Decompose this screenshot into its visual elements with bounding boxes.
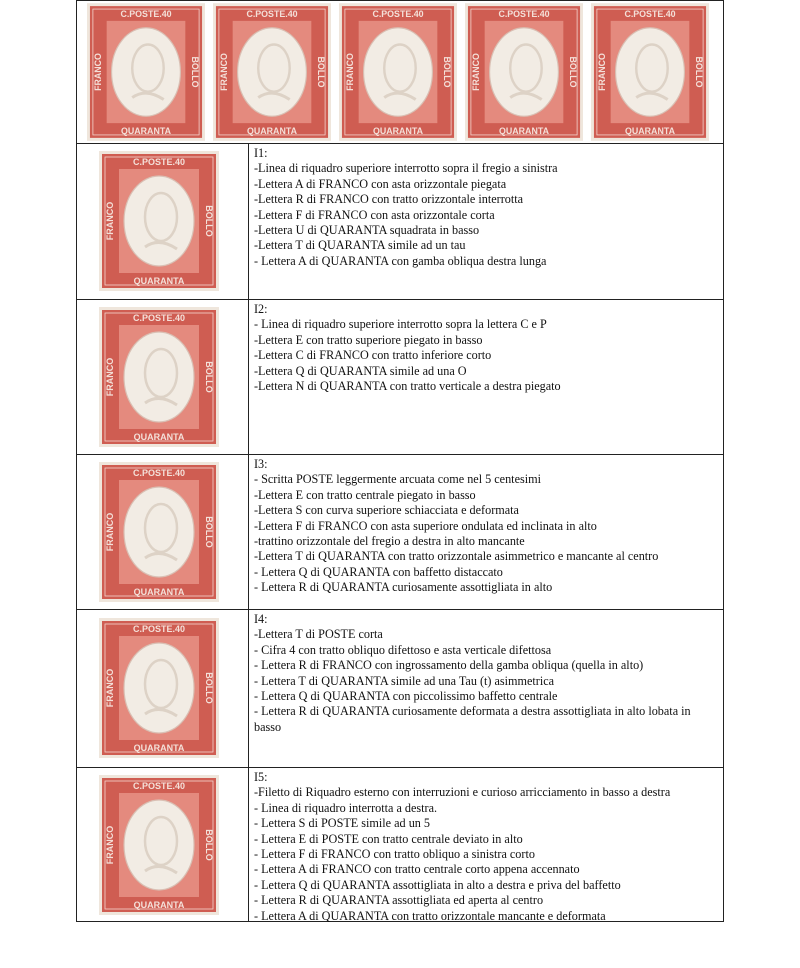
variety-line: - Lettera A di FRANCO con tratto centrale corto appena accennato [254, 862, 580, 877]
variety-line: -Lettera N di QUARANTA con tratto verticale a destra piegato [254, 379, 561, 394]
stamp-left-text: FRANCO [92, 53, 103, 91]
variety-line: - Cifra 4 con tratto obliquo difettoso e asta verticale difettosa [254, 642, 552, 657]
variety-line: - Scritta POSTE leggermente arcuata come nel 5 centesimi [254, 472, 541, 487]
variety-line: - Lettera A di QUARANTA con gamba obliqua destra lunga [254, 253, 547, 268]
variety-line: - Lettera R di QUARANTA curiosamente deformata a destra assottigliata in alto lobata in basso [254, 704, 691, 734]
variety-line: -Lettera E con tratto superiore piegato in basso [254, 332, 483, 347]
strip-stamp [339, 2, 457, 147]
variety-description [254, 770, 719, 924]
stamp-right-text: BOLLO [204, 205, 214, 237]
variety-line: - Lettera E di POSTE con tratto centrale deviato in alto [254, 831, 523, 846]
stamp-varieties-table [76, 0, 724, 922]
stamp-image-cell [77, 144, 249, 299]
variety-line: - Lettera S di POSTE simile ad un 5 [254, 816, 431, 831]
stamp-right-text: BOLLO [442, 56, 453, 88]
stamp-left-text: FRANCO [344, 53, 355, 91]
variety-line: -Filetto di Riquadro esterno con interruzioni e curioso arricciamento in basso a destra [254, 785, 671, 800]
stamp-top-text: C.POSTE.40 [120, 8, 172, 19]
variety-line: - Lettera Q di QUARANTA assottigliata in alto a destra e priva del baffetto [254, 877, 621, 892]
stamp-left-text: FRANCO [218, 53, 229, 91]
variety-line: -Lettera Q di QUARANTA simile ad una O [254, 363, 467, 378]
variety-label: I4: [254, 612, 268, 626]
stamp-image-cell [77, 300, 249, 454]
strip-stamp [465, 2, 583, 147]
variety-line: - Lettera Q di QUARANTA con baffetto distaccato [254, 564, 503, 579]
variety-line: -Lettera F di FRANCO con asta superiore ondulata ed inclinata in alto [254, 518, 597, 533]
stamp-image [99, 615, 219, 761]
stamp-top-text: C.POSTE.40 [132, 157, 186, 167]
variety-line: -Lettera U di QUARANTA squadrata in basso [254, 223, 480, 238]
variety-line: -trattino orizzontale del fregio a destra in alto mancante [254, 534, 525, 549]
variety-line: -Lettera S con curva superiore schiacciata e deformata [254, 503, 519, 518]
stamp-right-text: BOLLO [190, 56, 201, 88]
stamp-image [99, 148, 219, 294]
variety-line: - Lettera R di FRANCO con ingrossamento della gamba obliqua (quella in alto) [254, 658, 644, 673]
stamp-left-text: FRANCO [105, 357, 115, 397]
variety-line: - Lettera T di QUARANTA simile ad una Tau (t) asimmetrica [254, 673, 555, 688]
stamp-image-cell [77, 610, 249, 767]
stamp-top-text: C.POSTE.40 [132, 468, 186, 478]
variety-line: -Lettera R di FRANCO con tratto orizzontale interrotta [254, 192, 524, 207]
stamp-top-text: C.POSTE.40 [246, 8, 298, 19]
stamp-right-text: BOLLO [316, 56, 327, 88]
stamp-right-text: BOLLO [204, 672, 214, 704]
stamp-top-text: C.POSTE.40 [498, 8, 550, 19]
variety-description [254, 457, 719, 596]
stamp-right-text: BOLLO [204, 361, 214, 393]
stamp-bottom-text: QUARANTA [133, 587, 185, 597]
variety-label: I2: [254, 302, 268, 316]
variety-row-i4 [77, 610, 723, 768]
stamp-left-text: FRANCO [470, 53, 481, 91]
stamp-top-text: C.POSTE.40 [132, 781, 186, 791]
stamp-left-text: FRANCO [105, 668, 115, 708]
stamp-top-text: C.POSTE.40 [624, 8, 676, 19]
stamp-strip-of-five [77, 1, 723, 144]
variety-label: I1: [254, 146, 268, 160]
variety-line: -Lettera T di QUARANTA simile ad un tau [254, 238, 466, 253]
variety-row-i3 [77, 455, 723, 610]
stamp-image [99, 304, 219, 450]
variety-line: - Lettera R di QUARANTA assottigliata ed aperta al centro [254, 893, 544, 908]
variety-label: I3: [254, 457, 268, 471]
variety-line: -Lettera C di FRANCO con tratto inferiore corto [254, 348, 492, 363]
variety-line: - Linea di riquadro interrotta a destra. [254, 800, 438, 815]
variety-row-i1 [77, 144, 723, 300]
variety-line: -Lettera T di POSTE corta [254, 627, 383, 642]
stamp-top-text: C.POSTE.40 [372, 8, 424, 19]
stamp-image [99, 459, 219, 605]
strip-stamp [591, 2, 709, 147]
variety-label: I5: [254, 770, 268, 784]
stamp-top-text: C.POSTE.40 [132, 624, 186, 634]
variety-description [254, 302, 719, 394]
stamp-right-text: BOLLO [568, 56, 579, 88]
stamp-left-text: FRANCO [596, 53, 607, 91]
stamp-image-cell [77, 768, 249, 921]
stamp-right-text: BOLLO [204, 829, 214, 861]
stamp-image-cell [77, 455, 249, 609]
stamp-bottom-text: QUARANTA [133, 900, 185, 910]
variety-line: -Linea di riquadro superiore interrotto sopra il fregio a sinistra [254, 161, 558, 176]
variety-line: - Lettera A di QUARANTA con tratto orizzontale mancante e deformata [254, 908, 606, 923]
variety-line: -Lettera F di FRANCO con asta orizzontale corta [254, 207, 495, 222]
stamp-top-text: C.POSTE.40 [132, 313, 186, 323]
stamp-bottom-text: QUARANTA [499, 125, 549, 136]
stamp-right-text: BOLLO [204, 516, 214, 548]
variety-description [254, 146, 719, 269]
variety-line: - Lettera R di QUARANTA curiosamente assottigliata in alto [254, 580, 553, 595]
stamp-bottom-text: QUARANTA [133, 432, 185, 442]
variety-line: -Lettera T di QUARANTA con tratto orizzontale asimmetrico e mancante al centro [254, 549, 659, 564]
strip-stamp [87, 2, 205, 147]
stamp-bottom-text: QUARANTA [133, 743, 185, 753]
stamp-right-text: BOLLO [694, 56, 705, 88]
stamp-bottom-text: QUARANTA [133, 276, 185, 286]
stamp-image [99, 772, 219, 918]
stamp-bottom-text: QUARANTA [121, 125, 171, 136]
strip-stamp [213, 2, 331, 147]
stamp-left-text: FRANCO [105, 512, 115, 552]
variety-row-i5 [77, 768, 723, 921]
stamp-left-text: FRANCO [105, 201, 115, 241]
stamp-bottom-text: QUARANTA [625, 125, 675, 136]
variety-line: -Lettera A di FRANCO con asta orizzontale piegata [254, 176, 507, 191]
variety-row-i2 [77, 300, 723, 455]
variety-description [254, 612, 719, 735]
variety-line: - Linea di riquadro superiore interrotto sopra la lettera C e P [254, 317, 547, 332]
stamp-bottom-text: QUARANTA [373, 125, 423, 136]
stamp-bottom-text: QUARANTA [247, 125, 297, 136]
stamp-left-text: FRANCO [105, 825, 115, 865]
variety-line: - Lettera F di FRANCO con tratto obliquo a sinistra corto [254, 847, 535, 862]
variety-line: - Lettera Q di QUARANTA con piccolissimo baffetto centrale [254, 689, 558, 704]
variety-line: -Lettera E con tratto centrale piegato in basso [254, 487, 476, 502]
